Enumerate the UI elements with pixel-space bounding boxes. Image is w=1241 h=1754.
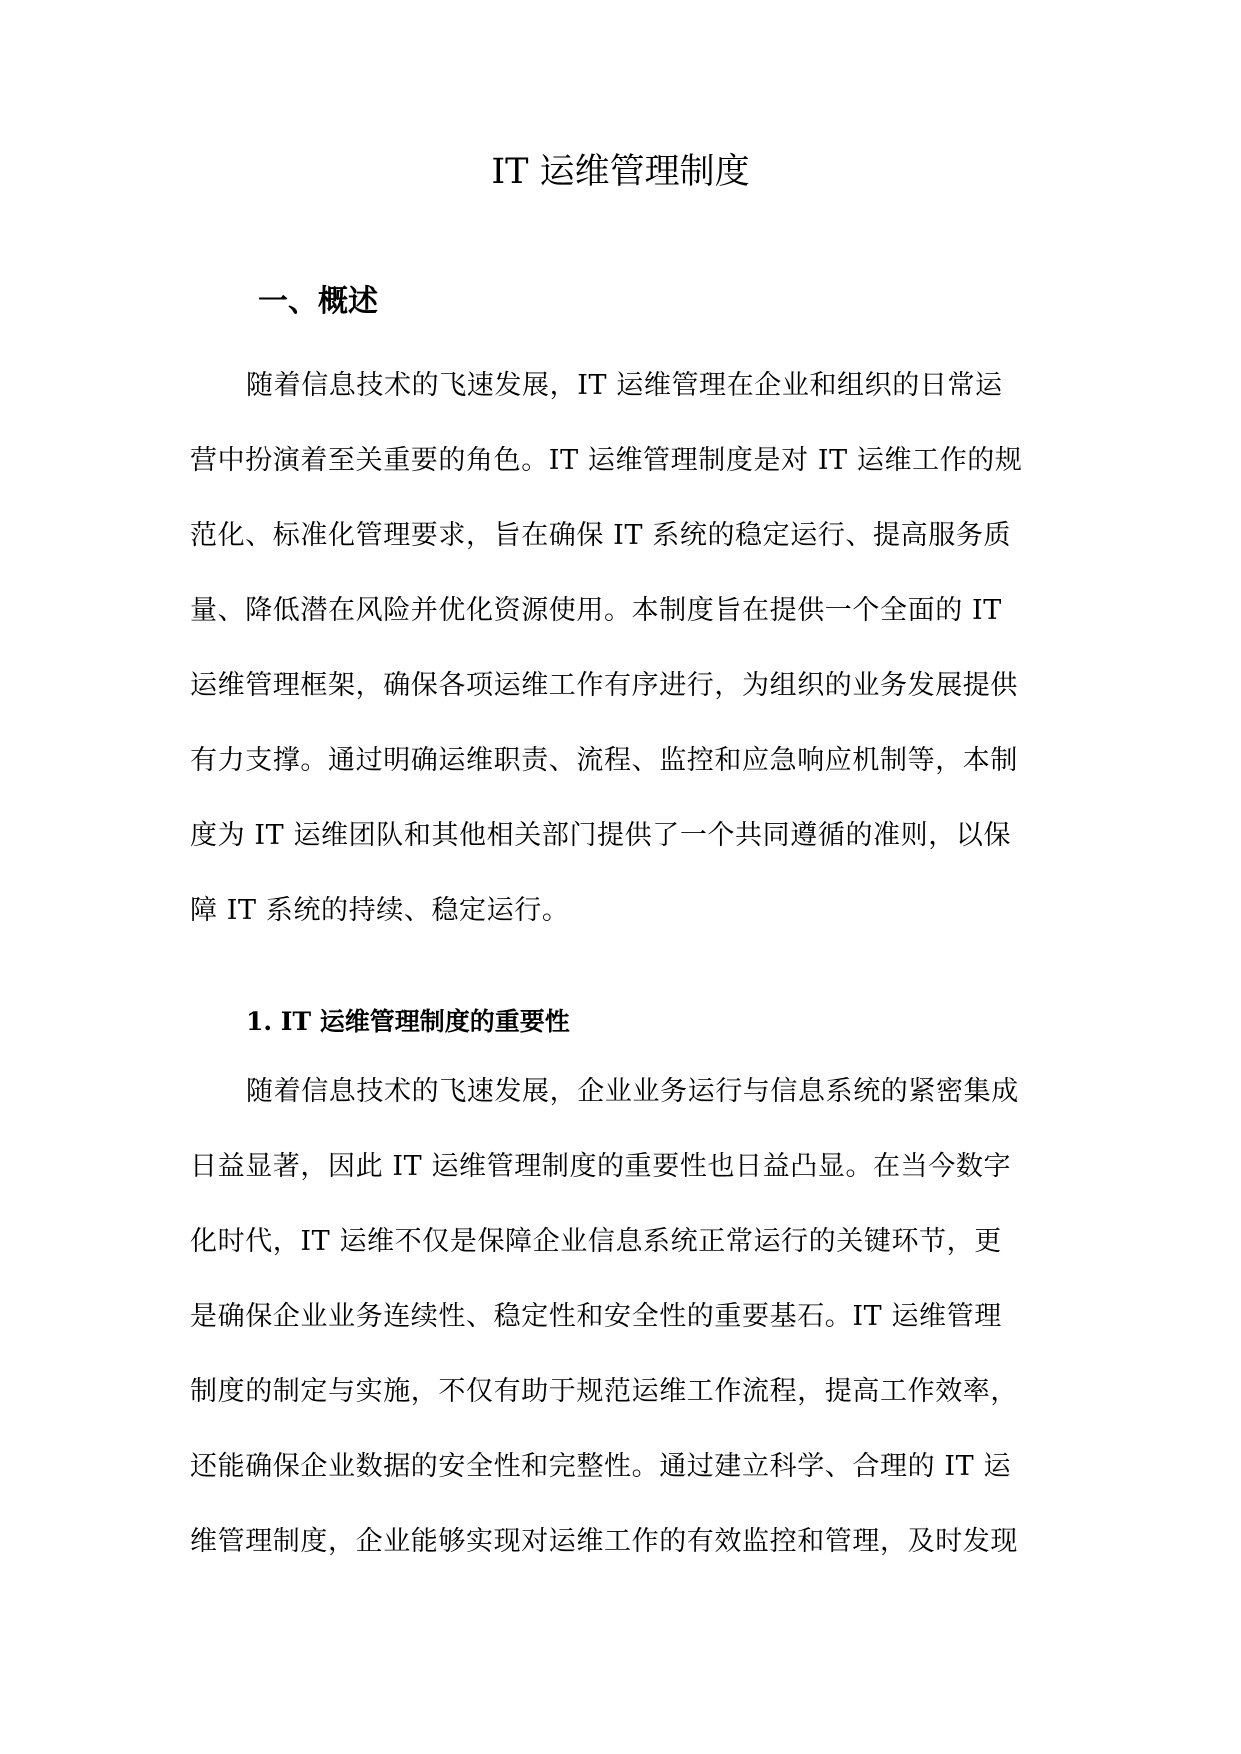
paragraph-line: 范化、标准化管理要求，旨在确保 IT 系统的稳定运行、提高服务质 [190, 520, 1012, 551]
paragraph-line: 随着信息技术的飞速发展，企业业务运行与信息系统的紧密集成 [246, 1076, 1019, 1107]
paragraph-line: 运维管理框架，确保各项运维工作有序进行，为组织的业务发展提供 [190, 670, 1018, 701]
paragraph-line: 维管理制度，企业能够实现对运维工作的有效监控和管理，及时发现 [190, 1526, 1018, 1557]
paragraph-line: 随着信息技术的飞速发展，IT 运维管理在企业和组织的日常运 [246, 370, 1003, 401]
overview-paragraph [190, 348, 1070, 948]
section-heading-overview: 一、概述 [258, 284, 378, 319]
paragraph-line: 营中扮演着至关重要的角色。IT 运维管理制度是对 IT 运维工作的规 [190, 445, 1023, 476]
paragraph-line: 是确保企业业务连续性、稳定性和安全性的重要基石。IT 运维管理 [190, 1301, 1002, 1332]
sub-heading-importance: 1. IT 运维管理制度的重要性 [246, 1007, 570, 1036]
paragraph-line: 还能确保企业数据的安全性和完整性。通过建立科学、合理的 IT 运 [190, 1451, 1012, 1482]
document-title: IT 运维管理制度 [491, 152, 750, 192]
paragraph-line: 量、降低潜在风险并优化资源使用。本制度旨在提供一个全面的 IT [190, 595, 1002, 626]
paragraph-line: 度为 IT 运维团队和其他相关部门提供了一个共同遵循的准则，以保 [190, 820, 1012, 851]
paragraph-line: 障 IT 系统的持续、稳定运行。 [190, 895, 570, 926]
paragraph-line: 有力支撑。通过明确运维职责、流程、监控和应急响应机制等，本制 [190, 745, 1018, 776]
importance-paragraph [190, 1054, 1070, 1579]
paragraph-line: 制度的制定与实施，不仅有助于规范运维工作流程，提高工作效率， [190, 1376, 1018, 1407]
paragraph-line: 化时代，IT 运维不仅是保障企业信息系统正常运行的关键环节，更 [190, 1226, 1002, 1257]
paragraph-line: 日益显著，因此 IT 运维管理制度的重要性也日益凸显。在当今数字 [190, 1151, 1012, 1182]
